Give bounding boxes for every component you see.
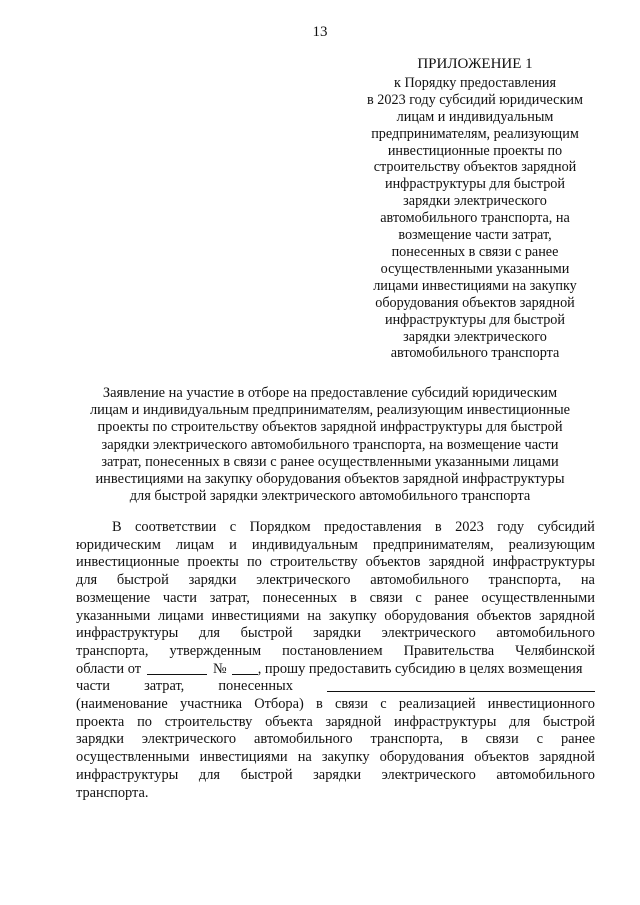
appendix-line: понесенных в связи с ранее bbox=[391, 243, 559, 260]
appendix-line: зарядки электрического bbox=[403, 328, 547, 345]
body-word: электрического bbox=[381, 625, 476, 642]
body-word: автомобильного bbox=[370, 572, 469, 589]
body-word: утвержденным bbox=[169, 642, 262, 659]
statement-title-line: затрат, понесенных в связи с ранее осуществленными указанными лицами bbox=[101, 453, 559, 470]
body-word: Отбора) bbox=[254, 696, 304, 713]
appendix-line: строительству объектов зарядной bbox=[373, 159, 577, 176]
body-word: строительству bbox=[164, 713, 253, 730]
body-word: Порядком bbox=[249, 519, 311, 535]
body-word: с bbox=[229, 519, 237, 535]
body-word: электрического bbox=[381, 766, 476, 783]
body-line bbox=[76, 696, 595, 714]
body-word: для bbox=[509, 713, 531, 730]
body-word: инвестиционные bbox=[76, 554, 180, 571]
body-word: затрат, bbox=[144, 678, 185, 695]
decree-date-blank[interactable] bbox=[147, 661, 207, 675]
body-word: индивидуальным bbox=[251, 536, 358, 553]
appendix-block bbox=[348, 56, 602, 362]
body-word: лицам bbox=[175, 536, 214, 553]
body-line bbox=[76, 554, 595, 572]
body-word: для bbox=[198, 625, 221, 642]
body-word: объектов bbox=[476, 607, 532, 624]
body-word: автомобильного bbox=[496, 766, 595, 783]
statement-title-line: для быстрой зарядки электрического автомобильного транспорта bbox=[129, 488, 531, 505]
appendix-line: осуществленными указанными bbox=[380, 260, 570, 277]
body-word: электрического bbox=[256, 572, 351, 589]
body-word: субсидий bbox=[537, 519, 595, 535]
body-word: возмещение bbox=[76, 589, 151, 606]
body-word: быстрой bbox=[116, 572, 169, 589]
body-line bbox=[76, 608, 595, 626]
body-word: зарядной bbox=[539, 749, 595, 766]
body-word: электрического bbox=[141, 731, 237, 748]
body-word: части bbox=[76, 678, 111, 695]
body-word: для bbox=[76, 572, 98, 589]
body-word: лицами bbox=[157, 607, 204, 624]
body-line bbox=[76, 590, 595, 608]
body-word: зарядной bbox=[539, 607, 595, 624]
body-word: в bbox=[316, 696, 323, 713]
body-word: для bbox=[198, 766, 221, 783]
appendix-line: зарядки электрического bbox=[403, 193, 547, 210]
body-word: понесенных bbox=[218, 678, 293, 695]
body-word: автомобильного bbox=[254, 731, 353, 748]
body-line bbox=[76, 714, 595, 732]
body-word: инфраструктуры bbox=[394, 713, 497, 730]
body-word: связи bbox=[485, 731, 519, 748]
appendix-line: оборудования объектов зарядной bbox=[375, 294, 575, 311]
body-word: постановлением bbox=[282, 642, 383, 659]
body-word: связи bbox=[369, 589, 403, 606]
body-word: с bbox=[415, 589, 422, 606]
body-word: осуществленными bbox=[481, 589, 595, 606]
body-word: ранее bbox=[560, 731, 595, 748]
body-word: году bbox=[497, 519, 525, 535]
body-word: осуществленными bbox=[76, 749, 190, 766]
body-word: инвестиционного bbox=[487, 696, 595, 713]
body-word: проекты bbox=[187, 554, 239, 571]
body-line bbox=[76, 767, 595, 785]
body-word: на bbox=[297, 749, 312, 766]
body-line-applicant bbox=[76, 678, 595, 696]
body-word: объекта bbox=[265, 713, 313, 730]
body-word: в bbox=[460, 731, 468, 748]
statement-title-line: зарядки электрического автомобильного транспорта, на возмещение части bbox=[101, 436, 559, 453]
body-word: в bbox=[434, 519, 442, 535]
body-word: транспорта, bbox=[370, 731, 443, 748]
body-word: объектов bbox=[474, 749, 530, 766]
body-word: оборудования bbox=[379, 749, 465, 766]
body-word: зарядки bbox=[313, 766, 362, 783]
body-word: зарядки bbox=[76, 731, 124, 748]
statement-title-line: Заявление на участие в отборе на предоставление субсидий юридическим bbox=[102, 385, 558, 401]
body-word: Правительства bbox=[403, 642, 495, 659]
body-word: по bbox=[137, 713, 152, 730]
statement-title-line: проекты по строительству объектов зарядной инфраструктуры для быстрой bbox=[97, 419, 563, 436]
appendix-line: к Порядку предоставления bbox=[394, 74, 556, 91]
body-word: реализацией bbox=[398, 696, 476, 713]
body-word: объектов bbox=[365, 554, 421, 571]
statement-title-line: лицам и индивидуальным предпринимателям, реализующим инвестиционные bbox=[89, 402, 571, 419]
statement-body bbox=[76, 519, 595, 802]
body-word: инфраструктуры bbox=[492, 554, 595, 571]
body-word: инфраструктуры bbox=[76, 766, 179, 783]
body-line bbox=[76, 537, 595, 555]
appendix-line: автомобильного транспорта bbox=[390, 345, 560, 362]
body-line bbox=[76, 519, 595, 537]
body-word: транспорта, bbox=[76, 642, 149, 659]
body-word: понесенных bbox=[262, 589, 338, 606]
appendix-line: инфраструктуры для быстрой bbox=[385, 311, 565, 328]
applicant-name-blank[interactable] bbox=[327, 678, 595, 692]
body-word: инвестициями bbox=[211, 607, 300, 624]
body-word: на bbox=[307, 607, 322, 624]
body-word: соответствии bbox=[135, 519, 217, 535]
body-line bbox=[76, 749, 595, 767]
body-line bbox=[76, 731, 595, 749]
appendix-line: инвестиционные проекты по bbox=[387, 142, 563, 159]
body-word: указанными bbox=[76, 607, 151, 624]
appendix-line: возмещение части затрат, bbox=[398, 227, 552, 244]
body-word: ранее bbox=[434, 589, 469, 606]
body-word: 2023 bbox=[455, 519, 484, 535]
body-word: юридическим bbox=[76, 536, 161, 553]
body-line bbox=[76, 643, 595, 661]
body-word: предоставления bbox=[324, 519, 422, 535]
body-word: закупку bbox=[328, 607, 377, 624]
statement-title bbox=[60, 385, 600, 505]
body-line: транспорта. bbox=[76, 784, 149, 801]
body-word: быстрой bbox=[240, 766, 293, 783]
appendix-line: инфраструктуры для быстрой bbox=[385, 176, 565, 193]
body-word: затрат, bbox=[209, 589, 250, 606]
body-word: быстрой bbox=[240, 625, 293, 642]
appendix-line: лицами инвестициями на закупку bbox=[373, 277, 577, 294]
appendix-line: в 2023 году субсидий юридическим bbox=[367, 91, 583, 108]
appendix-title: ПРИЛОЖЕНИЕ 1 bbox=[417, 56, 533, 72]
body-line bbox=[76, 625, 595, 643]
body-line-decree-reference bbox=[76, 661, 595, 679]
body-word: предпринимателям, bbox=[372, 536, 494, 553]
body-word: на bbox=[580, 572, 595, 589]
body-word: зарядки bbox=[188, 572, 237, 589]
body-word: зарядной bbox=[325, 713, 382, 730]
body-text-fragment: № bbox=[213, 660, 227, 677]
decree-number-blank[interactable] bbox=[232, 661, 258, 675]
body-word: строительству bbox=[270, 554, 358, 571]
body-word: автомобильного bbox=[496, 625, 595, 642]
body-word: участника bbox=[179, 696, 243, 713]
statement-title-line: инвестициями на закупку оборудования объектов зарядной инфраструктуры bbox=[95, 471, 565, 488]
page-number: 13 bbox=[312, 24, 328, 40]
body-word: закупку bbox=[321, 749, 370, 766]
body-word: инфраструктуры bbox=[76, 625, 179, 642]
body-word: по bbox=[246, 554, 262, 571]
body-word: зарядной bbox=[428, 554, 485, 571]
body-word: проекта bbox=[76, 713, 125, 730]
body-text-fragment: области от bbox=[76, 660, 141, 677]
body-word: с bbox=[536, 731, 543, 748]
body-text-fragment: , прошу предоставить субсидию в целях возмещения bbox=[257, 660, 583, 677]
body-word: и bbox=[229, 536, 237, 553]
body-word: реализующим bbox=[508, 536, 595, 553]
appendix-lines bbox=[348, 75, 602, 362]
body-word: В bbox=[112, 519, 122, 535]
body-word: связи bbox=[335, 696, 369, 713]
body-word: быстрой bbox=[543, 713, 595, 730]
body-word: Челябинской bbox=[515, 642, 595, 659]
body-word: транспорта, bbox=[488, 572, 562, 589]
appendix-line: автомобильного транспорта, на bbox=[380, 210, 570, 227]
body-word: оборудования bbox=[384, 607, 469, 624]
appendix-line: предпринимателям, реализующим bbox=[371, 125, 579, 142]
body-line bbox=[76, 572, 595, 590]
body-word: части bbox=[162, 589, 197, 606]
body-word: инвестициями bbox=[199, 749, 288, 766]
appendix-line: лицам и индивидуальным bbox=[396, 108, 554, 125]
body-word: в bbox=[350, 589, 357, 606]
body-word: (наименование bbox=[76, 696, 168, 713]
body-word: с bbox=[380, 696, 387, 713]
body-word: зарядки bbox=[313, 625, 362, 642]
